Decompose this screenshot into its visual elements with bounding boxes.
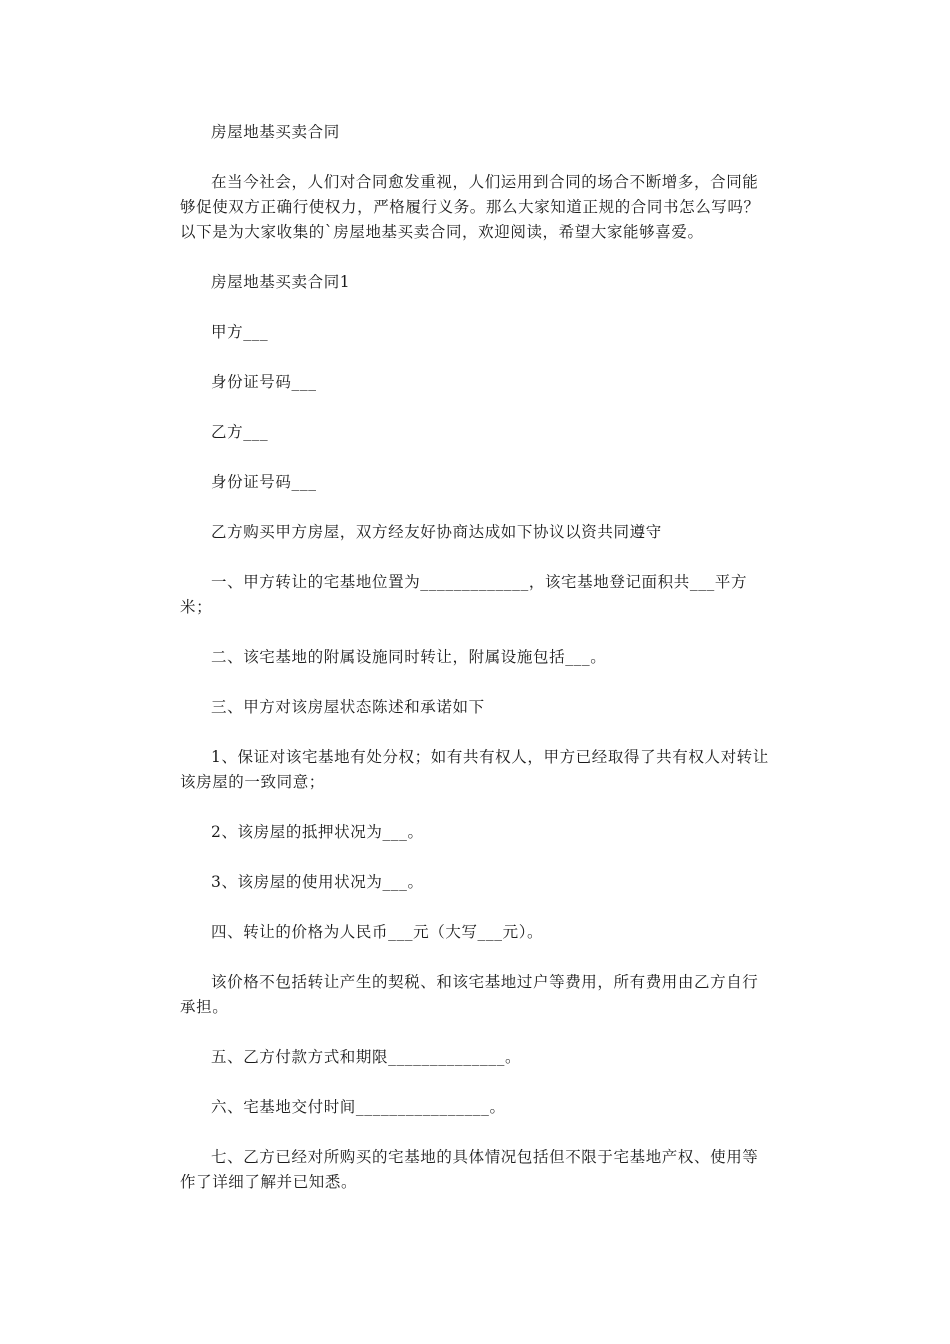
clause-2: 二、该宅基地的附属设施同时转让，附属设施包括___。 xyxy=(211,648,607,666)
clause-3-item-2: 2、该房屋的抵押状况为___。 xyxy=(211,823,424,841)
clause-4: 四、转让的价格为人民币___元（大写___元）。 xyxy=(211,923,544,941)
clause-3-item-1: 1、保证对该宅基地有处分权；如有共有权人，甲方已经取得了共有权人对转让该房屋的一致同意； xyxy=(180,748,769,791)
clause-7: 七、乙方已经对所购买的宅基地的具体情况包括但不限于宅基地产权、使用等作了详细了解并已知悉。 xyxy=(180,1148,759,1191)
party-a-line: 甲方___ xyxy=(211,323,269,341)
clause-4-note: 该价格不包括转让产生的契税、和该宅基地过户等费用，所有费用由乙方自行承担。 xyxy=(180,973,759,1016)
clause-6: 六、宅基地交付时间________________。 xyxy=(211,1098,506,1116)
document-title: 房屋地基买卖合同 xyxy=(211,123,340,141)
intro-paragraph: 在当今社会，人们对合同愈发重视，人们运用到合同的场合不断增多，合同能够促使双方正确行使权力，严格履行义务。那么大家知道正规的合同书怎么写吗？以下是为大家收集的`房屋地基买卖合同，欢迎阅读，希望大家能够喜爱。 xyxy=(180,173,760,241)
clause-3-item-3: 3、该房屋的使用状况为___。 xyxy=(211,873,424,891)
party-b-line: 乙方___ xyxy=(211,423,269,441)
clause-1: 一、甲方转让的宅基地位置为_____________，该宅基地登记面积共___平方米； xyxy=(180,573,748,616)
clause-3: 三、甲方对该房屋状态陈述和承诺如下 xyxy=(211,698,485,716)
clause-5: 五、乙方付款方式和期限______________。 xyxy=(211,1048,522,1066)
contract-subtitle: 房屋地基买卖合同1 xyxy=(211,273,351,291)
party-b-id-line: 身份证号码___ xyxy=(211,473,317,491)
document-body xyxy=(180,120,772,1220)
preamble-paragraph: 乙方购买甲方房屋，双方经友好协商达成如下协议以资共同遵守 xyxy=(211,523,662,541)
party-a-id-line: 身份证号码___ xyxy=(211,373,317,391)
